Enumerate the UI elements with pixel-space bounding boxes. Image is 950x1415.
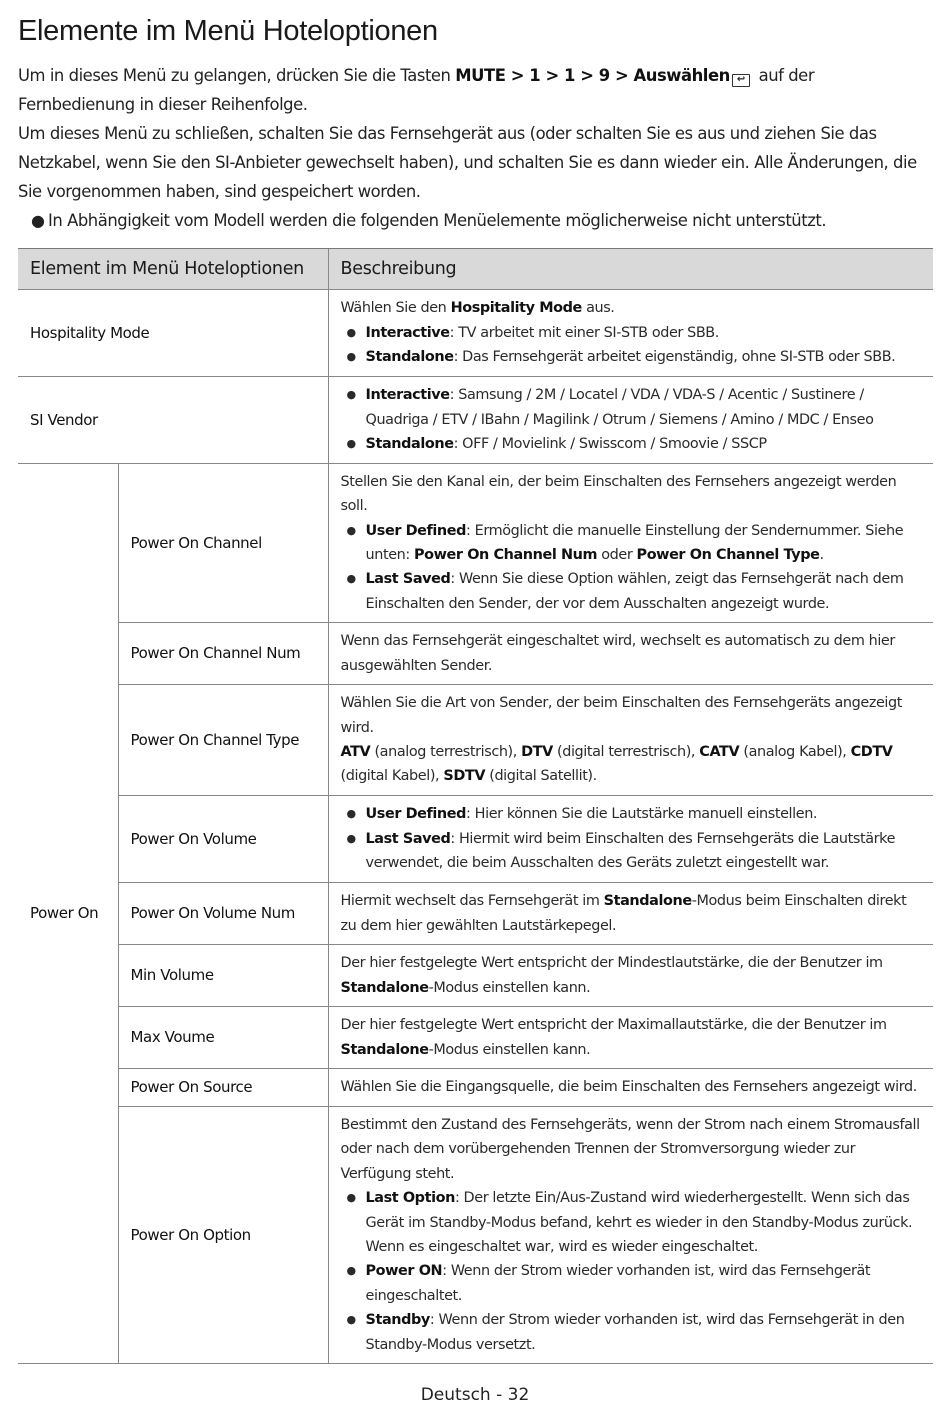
item-name-hospitality-mode: Hospitality Mode <box>18 290 328 377</box>
item-name-power-on-channel-type: Power On Channel Type <box>118 685 328 796</box>
key-sequence: MUTE > 1 > 1 > 9 > Auswählen <box>455 66 730 85</box>
list-item: ● Last Option: Der letzte Ein/Aus-Zustand wird wiederhergestellt. Wenn sich das Gerät im Standby-Modus befand, kehrt es wieder in den Standby-Modus zurück. Wenn es eingeschaltet war, wird es wieder eingeschaltet. <box>341 1186 926 1259</box>
table-row <box>18 1007 933 1069</box>
bullet-icon: ● <box>31 211 45 230</box>
list-item: ● Standalone: OFF / Movielink / Swisscom / Smoovie / SSCP <box>341 432 926 456</box>
table-row <box>18 796 933 883</box>
item-desc-power-on-channel-type: Wählen Sie die Art von Sender, der beim Einschalten des Fernsehgeräts angezeigt wird. ATV (analog terrestrisch), DTV (digital terrestrisch), CATV (analog Kabel), CDTV (digital Kabel), SDTV (digital Satellit). <box>328 685 933 796</box>
item-name-max-volume: Max Voume <box>118 1007 328 1069</box>
list-item: ● Standby: Wenn der Strom wieder vorhanden ist, wird das Fernsehgerät in den Standby-Modus versetzt. <box>341 1308 926 1357</box>
table-header-row <box>18 249 933 290</box>
item-desc-power-on-channel-num: Wenn das Fernsehgerät eingeschaltet wird, wechselt es automatisch zu dem hier ausgewählten Sender. <box>328 623 933 685</box>
item-name-min-volume: Min Volume <box>118 945 328 1007</box>
list-item: ● Standalone: Das Fernsehgerät arbeitet eigenständig, ohne SI-STB oder SBB. <box>341 345 926 369</box>
item-desc-power-on-channel: Stellen Sie den Kanal ein, der beim Einschalten des Fernsehers angezeigt werden soll. ● User Defined: Ermöglicht die manuelle Einstellung der Sendernummer. Siehe unten: Power On Channel Num oder Power On Channel Type. ● Last Saved: Wenn Sie diese Option wählen, zeigt das Fernsehgerät nach dem Einschalten den Sender, der vor dem Ausschalten angezeigt wurde. <box>328 464 933 623</box>
table-row <box>18 883 933 945</box>
table-row <box>18 464 933 623</box>
intro-text <box>18 61 933 235</box>
column-header-description: Beschreibung <box>328 249 933 290</box>
item-name-power-on: Power On <box>18 464 118 1364</box>
hotel-options-table <box>18 248 933 1364</box>
item-name-power-on-option: Power On Option <box>118 1107 328 1364</box>
item-desc-power-on-volume-num: Hiermit wechselt das Fernsehgerät im Standalone-Modus beim Einschalten direkt zu dem hier gewählten Lautstärkepegel. <box>328 883 933 945</box>
table-row <box>18 945 933 1007</box>
page-title: Elemente im Menü Hoteloptionen <box>18 15 438 47</box>
item-name-power-on-channel: Power On Channel <box>118 464 328 623</box>
item-desc-max-volume: Der hier festgelegte Wert entspricht der Maximallautstärke, die der Benutzer im Standalone-Modus einstellen kann. <box>328 1007 933 1069</box>
table-row <box>18 1069 933 1107</box>
item-desc-min-volume: Der hier festgelegte Wert entspricht der Mindestlautstärke, die der Benutzer im Standalone-Modus einstellen kann. <box>328 945 933 1007</box>
item-desc-si-vendor <box>328 377 933 464</box>
page-footer: Deutsch - 32 <box>420 1385 530 1405</box>
item-name-power-on-source: Power On Source <box>118 1069 328 1107</box>
table-row <box>18 377 933 464</box>
intro-paragraph-exit: Um dieses Menü zu schließen, schalten Sie das Fernsehgerät aus (oder schalten Sie es aus und ziehen Sie das Netzkabel, wenn Sie den SI-Anbieter gewechselt haben), und schalten Sie es dann wieder ein. Alle Änderungen, die Sie vorgenommen haben, sind gespeichert worden. <box>18 124 917 201</box>
list-item: ● Last Saved: Wenn Sie diese Option wählen, zeigt das Fernsehgerät nach dem Einschalten den Sender, der vor dem Ausschalten angezeigt wurde. <box>341 567 926 616</box>
intro-paragraph-access: Um in dieses Menü zu gelangen, drücken Sie die Tasten MUTE > 1 > 1 > 9 > Auswählen ↩ auf der Fernbedienung in dieser Reihenfolge. <box>18 66 815 114</box>
table-row <box>18 685 933 796</box>
table-row <box>18 623 933 685</box>
table-row <box>18 290 933 377</box>
table-row <box>18 1107 933 1364</box>
item-desc-hospitality-mode: Wählen Sie den Hospitality Mode aus. ● Interactive: TV arbeitet mit einer SI-STB oder SBB. ● Standalone: Das Fernsehgerät arbeitet eigenständig, ohne SI-STB oder SBB. <box>328 290 933 377</box>
item-name-power-on-volume: Power On Volume <box>118 796 328 883</box>
list-item: ● User Defined: Hier können Sie die Lautstärke manuell einstellen. <box>341 802 926 826</box>
item-desc-power-on-volume <box>328 796 933 883</box>
item-desc-power-on-option: Bestimmt den Zustand des Fernsehgeräts, wenn der Strom nach einem Stromausfall oder nach dem vorübergehenden Trennen der Stromversorgung wieder zur Verfügung steht. ● Last Option: Der letzte Ein/Aus-Zustand wird wiederhergestellt. Wenn sich das Gerät im Standby-Modus befand, kehrt es wieder in den Standby-Modus zurück. Wenn es eingeschaltet war, wird es wieder eingeschaltet. ● Power ON: Wenn der Strom wieder vorhanden ist, wird das Fernsehgerät eingeschaltet. ● Standby: Wenn der Strom wieder vorhanden ist, wird das Fernsehgerät in den Standby-Modus versetzt. <box>328 1107 933 1364</box>
list-item: ● Interactive: TV arbeitet mit einer SI-STB oder SBB. <box>341 321 926 345</box>
list-item: ● Interactive: Samsung / 2M / Locatel / VDA / VDA-S / Acentic / Sustinere / Quadriga / ETV / IBahn / Magilink / Otrum / Siemens / Amino / MDC / Enseo <box>341 383 926 432</box>
list-item: ● Last Saved: Hiermit wird beim Einschalten des Fernsehgeräts die Lautstärke verwendet, die beim Ausschalten des Geräts zuletzt eingestellt war. <box>341 827 926 876</box>
enter-key-icon: ↩ <box>732 74 750 87</box>
item-name-power-on-volume-num: Power On Volume Num <box>118 883 328 945</box>
item-desc-power-on-source: Wählen Sie die Eingangsquelle, die beim Einschalten des Fernsehers angezeigt wird. <box>328 1069 933 1107</box>
item-name-power-on-channel-num: Power On Channel Num <box>118 623 328 685</box>
item-name-si-vendor: SI Vendor <box>18 377 328 464</box>
intro-note: ● In Abhängigkeit vom Modell werden die folgenden Menüelemente möglicherweise nicht unterstützt. <box>18 206 933 235</box>
list-item: ● User Defined: Ermöglicht die manuelle Einstellung der Sendernummer. Siehe unten: Power On Channel Num oder Power On Channel Type. <box>341 519 926 568</box>
list-item: ● Power ON: Wenn der Strom wieder vorhanden ist, wird das Fernsehgerät eingeschaltet. <box>341 1259 926 1308</box>
column-header-element: Element im Menü Hoteloptionen <box>18 249 328 290</box>
